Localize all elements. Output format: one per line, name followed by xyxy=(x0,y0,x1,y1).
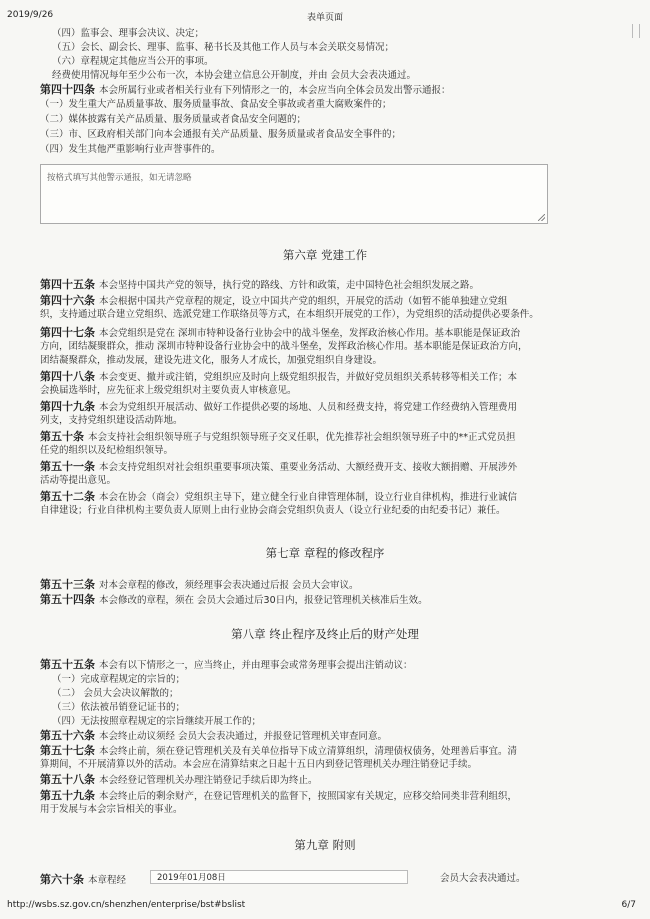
article-46 xyxy=(40,295,508,308)
article-number: 第五十五条 xyxy=(40,658,95,671)
scrollbar-thumb[interactable] xyxy=(632,24,640,38)
resize-handle-icon[interactable] xyxy=(538,214,545,221)
article-text: 本会终止前，须在登记管理机关及有关单位指导下成立清算组织，清理债权债务，处理善后事宜。清 xyxy=(99,746,518,757)
list-item: （一）完成章程规定的宗旨的； xyxy=(52,674,186,685)
article-60 xyxy=(40,871,126,887)
article-text: 本会变更、撤并或注销，党组织应及时向上级党组织报告，并做好党员组织关系转移等相关工作；本 xyxy=(99,372,518,383)
article-48 xyxy=(40,371,517,384)
list-item: （四）监事会、理事会决议、决定； xyxy=(52,28,205,39)
chapter-title: 第八章 终止程序及终止后的财产处理 xyxy=(231,627,419,641)
article-text: 对本会章程的修改，须经理事会表决通过后报 会员大会审议。 xyxy=(99,580,359,591)
article-text-cont: 织，支持通过联合建立党组织、选派党建工作联络员等方式，在本组织开展党的工作），为党组织的活动提供必要条件。 xyxy=(40,309,539,320)
article-52 xyxy=(40,491,517,504)
list-item: （五）会长、副会长、理事、监事、秘书长及其他工作人员与本会关联交易情况； xyxy=(52,42,395,53)
article-number: 第四十七条 xyxy=(40,326,95,339)
article-text-cont: 用于发展与本会宗旨相关的事业。 xyxy=(40,804,183,815)
article-number: 第五十三条 xyxy=(40,578,95,591)
article-number: 第五十条 xyxy=(40,430,84,443)
article-text: 本会支持社会组织领导班子与党组织领导班子交叉任职，优先推荐社会组织领导班子中的**正式党员担 xyxy=(88,432,516,443)
article-56 xyxy=(40,730,387,743)
article-text-cont: 任党的组织以及纪检组织领导。 xyxy=(40,445,174,456)
article-number: 第五十九条 xyxy=(40,789,95,802)
list-item: （四）发生其他严重影响行业声誉事件的。 xyxy=(40,144,221,155)
article-58 xyxy=(40,774,318,787)
article-text: 本会根据中国共产党章程的规定，设立中国共产党的组织，开展党的活动（如暂不能单独建立党组 xyxy=(99,296,508,307)
page-url: http://wsbs.sz.gov.cn/shenzhen/enterprise/bst#bslist xyxy=(7,900,246,910)
article-text: 会员大会表决通过。 xyxy=(440,873,526,884)
article-text-cont: 团结凝聚群众，推动发展，建设先进文化，服务人才成长，加强党组织自身建设。 xyxy=(40,355,383,366)
article-55 xyxy=(40,659,413,672)
article-44 xyxy=(40,84,451,97)
article-text: 本会党组织是党在 深圳市特种设备行业协会中的战斗堡垒，发挥政治核心作用。基本职能是保证政治 xyxy=(99,328,521,339)
article-number: 第五十一条 xyxy=(40,460,95,473)
article-50 xyxy=(40,431,516,444)
article-text: 本章程经 xyxy=(88,875,127,886)
article-text: 本会修改的章程，须在 会员大会通过后30日内，报登记管理机关核准后生效。 xyxy=(99,595,428,606)
page-title: 表单页面 xyxy=(306,13,343,23)
article-number: 第五十二条 xyxy=(40,490,95,503)
article-text: 本会所属行业或者相关行业有下列情形之一的，本会应当向全体会员发出警示通报： xyxy=(99,85,451,96)
article-number: 第四十六条 xyxy=(40,294,95,307)
article-59 xyxy=(40,790,517,803)
article-number: 第六十条 xyxy=(40,873,84,886)
article-text-cont: 列支，支持党组织建设活动阵地。 xyxy=(40,415,183,426)
article-51 xyxy=(40,461,517,474)
article-text-cont: 活动等提出意见。 xyxy=(40,475,117,486)
list-item: （二）媒体披露有关产品质量、服务质量或者食品安全问题的； xyxy=(40,114,307,125)
article-text: 本会坚持中国共产党的领导，执行党的路线、方针和政策，走中国特色社会组织发展之路。 xyxy=(99,280,480,291)
other-warning-textarea[interactable] xyxy=(40,164,548,224)
article-47 xyxy=(40,327,520,340)
article-text: 本会终止动议须经 会员大会表决通过，并报登记管理机关审查同意。 xyxy=(99,731,388,742)
article-number: 第五十四条 xyxy=(40,593,95,606)
list-item: （一）发生重大产品质量事故、服务质量事故、食品安全事故或者重大腐败案件的； xyxy=(40,99,392,110)
chapter-title: 第九章 附则 xyxy=(294,838,356,852)
article-number: 第五十七条 xyxy=(40,744,95,757)
chapter-title: 第七章 章程的修改程序 xyxy=(265,546,385,560)
article-number: 第四十四条 xyxy=(40,83,95,96)
article-number: 第五十八条 xyxy=(40,773,95,786)
article-text: 本会终止后的剩余财产，在登记管理机关的监督下，按照国家有关规定，应移交给同类非营利组织， xyxy=(99,791,518,802)
page-number: 6/7 xyxy=(621,900,636,910)
article-text: 本会支持党组织对社会组织重要事项决策、重要业务活动、大额经费开支、接收大额捐赠、开展涉外 xyxy=(99,462,518,473)
article-number: 第五十六条 xyxy=(40,729,95,742)
article-text-cont: 方向，团结凝聚群众，推动 深圳市特种设备行业协会中的战斗堡垒，发挥政治核心作用。基本职能是保证政治方向， xyxy=(40,341,528,352)
paragraph: 经费使用情况每年至少公布一次，本协会建立信息公开制度，并由 会员大会表决通过。 xyxy=(52,70,417,81)
adoption-date-field[interactable]: 2019年01月08日 xyxy=(150,870,408,884)
list-item: （二） 会员大会决议解散的； xyxy=(52,688,179,699)
article-text-cont: 算期间，不开展清算以外的活动。本会应在清算结束之日起十五日内到登记管理机关办理注销登记手续。 xyxy=(40,759,478,770)
article-number: 第四十八条 xyxy=(40,370,95,383)
list-item: （六）章程规定其他应当公开的事项。 xyxy=(52,56,214,67)
article-text: 本会经登记管理机关办理注销登记手续后即为终止。 xyxy=(99,775,318,786)
article-text: 本会为党组织开展活动、做好工作提供必要的场地、人员和经费支持，将党建工作经费纳入管理费用 xyxy=(99,402,518,413)
article-number: 第四十五条 xyxy=(40,278,95,291)
article-54 xyxy=(40,594,428,607)
list-item: （三）依法被吊销登记证书的； xyxy=(52,702,186,713)
article-53 xyxy=(40,579,359,592)
article-49 xyxy=(40,401,517,414)
article-text-cont: 会换届选举时，应先征求上级党组织对主要负责人审核意见。 xyxy=(40,385,297,396)
article-text: 本会有以下情形之一，应当终止，并由理事会或常务理事会提出注销动议： xyxy=(99,660,413,671)
article-number: 第四十九条 xyxy=(40,400,95,413)
textarea-placeholder: 按格式填写其他警示通报，如无请忽略 xyxy=(47,173,192,183)
article-45 xyxy=(40,279,479,292)
article-text: 本会在协会（商会）党组织主导下，建立健全行业自律管理体制，设立行业自律机构，推进行业诚信 xyxy=(99,492,518,503)
article-text-cont: 自律建设；行业自律机构主要负责人原则上由行业协会商会党组织负责人（设立行业纪委的由纪委书记）兼任。 xyxy=(40,505,506,516)
print-date: 2019/9/26 xyxy=(7,10,54,20)
article-57 xyxy=(40,745,517,758)
list-item: （三）市、区政府相关部门向本会通报有关产品质量、服务质量或者食品安全事件的； xyxy=(40,129,402,140)
list-item: （四）无法按照章程规定的宗旨继续开展工作的； xyxy=(52,716,262,727)
chapter-title: 第六章 党建工作 xyxy=(282,248,368,262)
